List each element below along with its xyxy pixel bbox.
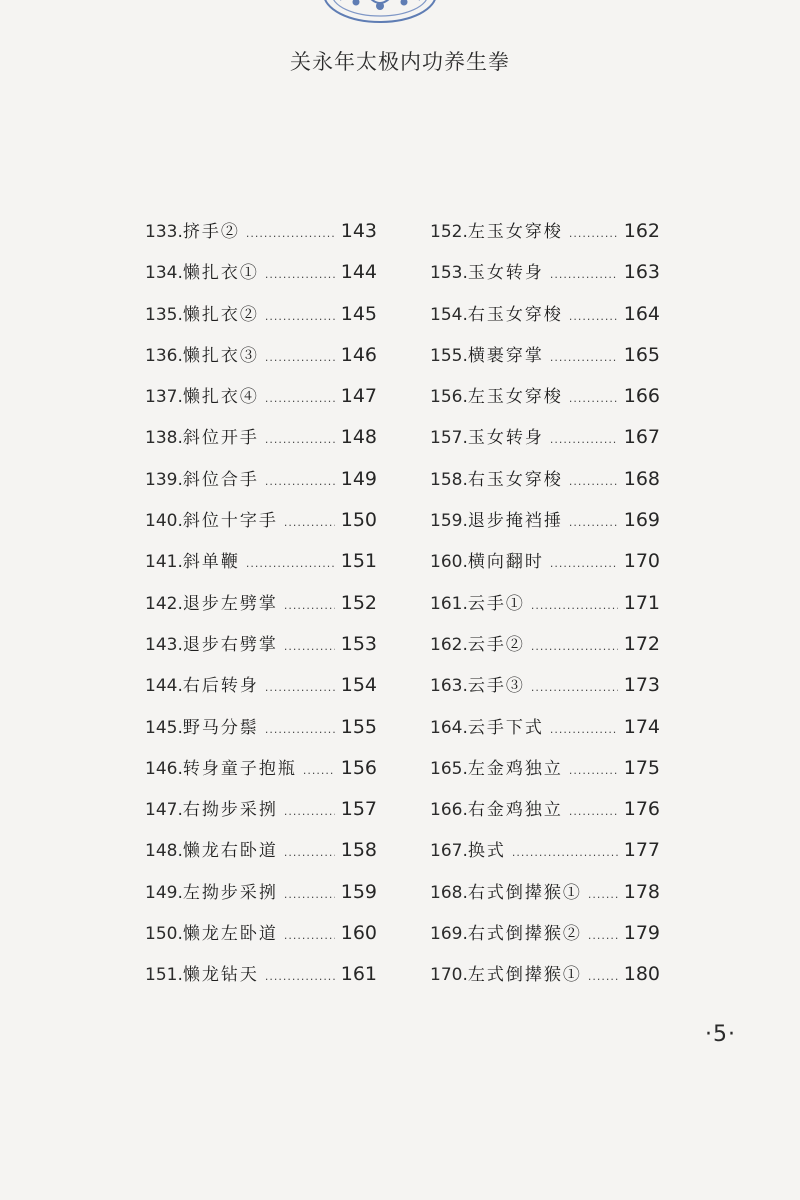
toc-entry-page: 176 — [623, 798, 660, 821]
toc-entry-title: 云手② — [467, 634, 525, 655]
dot-leader — [284, 640, 335, 653]
dot-leader — [284, 516, 335, 529]
dot-leader — [550, 557, 618, 570]
toc-entry-page: 149 — [340, 467, 377, 490]
toc-entry-page: 148 — [340, 426, 377, 449]
toc-entry-number: 149. — [145, 882, 183, 903]
toc-entry-page: 154 — [340, 674, 377, 697]
dot-leader — [588, 970, 618, 983]
toc-entry-title: 横向翻时 — [467, 552, 544, 573]
toc-entry-page: 167 — [623, 426, 660, 449]
toc-entry-number: 161. — [430, 593, 468, 614]
toc-entry-number: 145. — [145, 717, 183, 738]
toc-entry-page: 171 — [623, 591, 660, 614]
toc-entry-page: 179 — [623, 922, 660, 945]
toc-entry-page: 157 — [340, 798, 377, 821]
toc-entry-title: 右式倒撵猴① — [467, 882, 582, 903]
toc-entry-page: 175 — [623, 756, 660, 779]
toc-entry-page: 163 — [623, 261, 660, 284]
toc-entry — [430, 795, 660, 836]
toc-entry-page: 169 — [623, 509, 660, 532]
dot-leader — [569, 805, 618, 818]
toc-entry-page: 177 — [623, 839, 660, 862]
toc-entry-number: 152. — [430, 222, 468, 242]
toc-entry-number: 170. — [430, 965, 468, 986]
toc-entry-number: 153. — [430, 263, 468, 284]
page-number: ·5· — [705, 1022, 736, 1047]
toc-entry-number: 169. — [430, 924, 468, 945]
dot-leader — [569, 227, 618, 240]
toc-entry — [430, 341, 660, 382]
toc-entry-title: 退步右劈掌 — [182, 634, 278, 655]
toc-entry — [145, 630, 377, 671]
toc-entry-number: 140. — [145, 511, 183, 532]
header-ornament-icon — [320, 0, 440, 24]
toc-entry-number: 151. — [145, 965, 183, 986]
toc-entry-title: 右玉女穿梭 — [467, 304, 563, 325]
toc-entry-title: 转身童子抱瓶 — [182, 758, 297, 779]
toc-entry-title: 退步掩裆捶 — [467, 511, 563, 532]
toc-entry-number: 137. — [145, 387, 183, 408]
toc-entry-number: 150. — [145, 924, 183, 945]
toc-entry-number: 167. — [430, 841, 468, 862]
toc-entry — [145, 713, 377, 754]
toc-entry-number: 136. — [145, 345, 183, 366]
toc-entry — [145, 506, 377, 547]
toc-entry-title: 横裹穿掌 — [467, 345, 544, 366]
toc-entry-number: 147. — [145, 800, 183, 821]
toc-entry-title: 云手下式 — [467, 717, 544, 738]
toc-entry-title: 斜单鞭 — [182, 552, 240, 573]
dot-leader — [284, 888, 335, 901]
toc-entry — [430, 300, 660, 341]
toc-entry-number: 158. — [430, 469, 468, 490]
toc-entry-page: 168 — [623, 467, 660, 490]
toc-entry-page: 150 — [340, 509, 377, 532]
toc-entry-number: 142. — [145, 593, 183, 614]
toc-entry — [430, 713, 660, 754]
toc-entry — [430, 919, 660, 960]
toc-column-right — [430, 217, 660, 1002]
dot-leader — [265, 681, 335, 694]
toc-entry-number: 138. — [145, 428, 183, 449]
toc-entry — [430, 671, 660, 712]
toc-entry-page: 151 — [340, 550, 377, 573]
toc-entry-title: 懒扎衣④ — [182, 387, 259, 408]
dot-leader — [284, 599, 335, 612]
dot-leader — [531, 681, 618, 694]
toc-entry — [145, 423, 377, 464]
dot-leader — [569, 475, 618, 488]
toc-entry — [430, 960, 660, 1001]
toc-entry — [145, 300, 377, 341]
toc-entry-number: 154. — [430, 304, 468, 325]
dot-leader — [265, 310, 335, 323]
toc-entry-page: 166 — [623, 385, 660, 408]
toc-entry-number: 163. — [430, 676, 468, 697]
toc-entry-page: 146 — [340, 343, 377, 366]
dot-leader — [265, 392, 335, 405]
toc-entry — [145, 465, 377, 506]
dot-leader — [512, 846, 618, 859]
dot-leader — [284, 805, 335, 818]
dot-leader — [550, 351, 618, 364]
toc-entry — [145, 217, 377, 258]
toc-entry-number: 160. — [430, 552, 468, 573]
toc-entry — [430, 836, 660, 877]
toc-entry-page: 159 — [340, 880, 377, 903]
toc-entry-title: 懒扎衣① — [182, 263, 259, 284]
toc-entry-title: 懒扎衣③ — [182, 345, 259, 366]
toc-entry — [145, 754, 377, 795]
toc-entry — [145, 919, 377, 960]
toc-entry-title: 左式倒撵猴① — [467, 965, 582, 986]
toc-entry-title: 云手① — [467, 593, 525, 614]
toc-entry-title: 左金鸡独立 — [467, 758, 563, 779]
toc-entry-page: 178 — [623, 880, 660, 903]
toc-entry-number: 141. — [145, 552, 183, 573]
toc-entry — [145, 258, 377, 299]
toc-entry-title: 懒扎衣② — [182, 304, 259, 325]
toc-entry-page: 180 — [623, 963, 660, 986]
dot-leader — [265, 475, 335, 488]
toc-entry — [430, 630, 660, 671]
dot-leader — [569, 392, 618, 405]
toc-entry-page: 153 — [340, 632, 377, 655]
toc-entry-number: 155. — [430, 345, 468, 366]
toc-entry-page: 152 — [340, 591, 377, 614]
toc-entry-number: 133. — [145, 222, 183, 242]
toc-entry-title: 斜位十字手 — [182, 511, 278, 532]
toc-entry-title: 懒龙左卧道 — [182, 924, 278, 945]
dot-leader — [265, 351, 335, 364]
toc-entry-number: 146. — [145, 758, 183, 779]
toc-entry — [145, 795, 377, 836]
toc-entry-title: 左拗步采挒 — [182, 882, 278, 903]
dot-leader — [531, 599, 618, 612]
dot-leader — [531, 640, 618, 653]
toc-entry-number: 166. — [430, 800, 468, 821]
toc-entry-title: 退步左劈掌 — [182, 593, 278, 614]
dot-leader — [265, 970, 335, 983]
toc-entry-title: 左玉女穿梭 — [467, 222, 563, 242]
toc-entry-title: 右金鸡独立 — [467, 800, 563, 821]
toc-entry — [430, 258, 660, 299]
dot-leader — [265, 433, 335, 446]
dot-leader — [246, 557, 335, 570]
dot-leader — [550, 723, 618, 736]
toc-column-left — [145, 217, 377, 1002]
toc-entry-number: 165. — [430, 758, 468, 779]
toc-entry-number: 162. — [430, 634, 468, 655]
toc-entry-page: 145 — [340, 302, 377, 325]
dot-leader — [588, 929, 618, 942]
toc-entry-title: 懒龙钻天 — [182, 965, 259, 986]
toc-entry — [145, 836, 377, 877]
toc-entry-number: 144. — [145, 676, 183, 697]
toc-entry — [430, 547, 660, 588]
toc-entry — [430, 589, 660, 630]
toc-entry-number: 139. — [145, 469, 183, 490]
dot-leader — [303, 764, 335, 777]
dot-leader — [284, 929, 335, 942]
dot-leader — [569, 310, 618, 323]
toc-entry-number: 164. — [430, 717, 468, 738]
toc-entry-page: 173 — [623, 674, 660, 697]
toc-entry-page: 147 — [340, 385, 377, 408]
toc-entry-title: 懒龙右卧道 — [182, 841, 278, 862]
toc-entry-number: 156. — [430, 387, 468, 408]
toc-entry-page: 158 — [340, 839, 377, 862]
toc-entry-title: 斜位开手 — [182, 428, 259, 449]
toc-entry — [145, 960, 377, 1001]
toc-entry-page: 174 — [623, 715, 660, 738]
toc-entry — [145, 878, 377, 919]
toc-entry — [430, 382, 660, 423]
toc-entry — [430, 506, 660, 547]
dot-leader — [550, 433, 618, 446]
dot-leader — [265, 723, 335, 736]
toc-entry-title: 左玉女穿梭 — [467, 387, 563, 408]
toc-entry — [145, 382, 377, 423]
toc-entry-title: 斜位合手 — [182, 469, 259, 490]
toc-entry-page: 161 — [340, 963, 377, 986]
toc-entry-page: 156 — [340, 756, 377, 779]
toc-entry-page: 144 — [340, 261, 377, 284]
toc-entry-title: 换式 — [467, 841, 506, 862]
running-header-title: 关永年太极内功养生拳 — [290, 50, 510, 74]
toc-entry — [145, 589, 377, 630]
dot-leader — [265, 268, 335, 281]
dot-leader — [284, 846, 335, 859]
toc-entry — [430, 217, 660, 258]
toc-entry — [430, 423, 660, 464]
toc-entry-number: 168. — [430, 882, 468, 903]
toc-entry-title: 云手③ — [467, 676, 525, 697]
toc-entry-page: 143 — [340, 220, 377, 242]
toc-entry-page: 172 — [623, 632, 660, 655]
toc-entry-number: 157. — [430, 428, 468, 449]
dot-leader — [246, 227, 335, 240]
toc-entry — [430, 754, 660, 795]
dot-leader — [569, 516, 618, 529]
toc-entry-page: 160 — [340, 922, 377, 945]
toc-entry-page: 164 — [623, 302, 660, 325]
toc-entry-number: 134. — [145, 263, 183, 284]
dot-leader — [588, 888, 618, 901]
toc-entry — [430, 465, 660, 506]
toc-entry-title: 右式倒撵猴② — [467, 924, 582, 945]
toc-entry-title: 右玉女穿梭 — [467, 469, 563, 490]
toc-entry-title: 野马分鬃 — [182, 717, 259, 738]
toc-entry — [430, 878, 660, 919]
toc-entry-title: 玉女转身 — [467, 428, 544, 449]
toc-entry — [145, 547, 377, 588]
toc-entry-page: 170 — [623, 550, 660, 573]
toc-entry-number: 148. — [145, 841, 183, 862]
toc-entry — [145, 671, 377, 712]
toc-entry-title: 右拗步采挒 — [182, 800, 278, 821]
dot-leader — [550, 268, 618, 281]
toc-entry — [145, 341, 377, 382]
toc-entry-number: 159. — [430, 511, 468, 532]
toc-entry-number: 143. — [145, 634, 183, 655]
toc-entry-title: 挤手② — [182, 222, 240, 242]
toc-entry-number: 135. — [145, 304, 183, 325]
toc-entry-page: 165 — [623, 343, 660, 366]
toc-entry-title: 玉女转身 — [467, 263, 544, 284]
dot-leader — [569, 764, 618, 777]
toc-entry-page: 162 — [623, 220, 660, 242]
toc-entry-page: 155 — [340, 715, 377, 738]
toc-entry-title: 右后转身 — [182, 676, 259, 697]
